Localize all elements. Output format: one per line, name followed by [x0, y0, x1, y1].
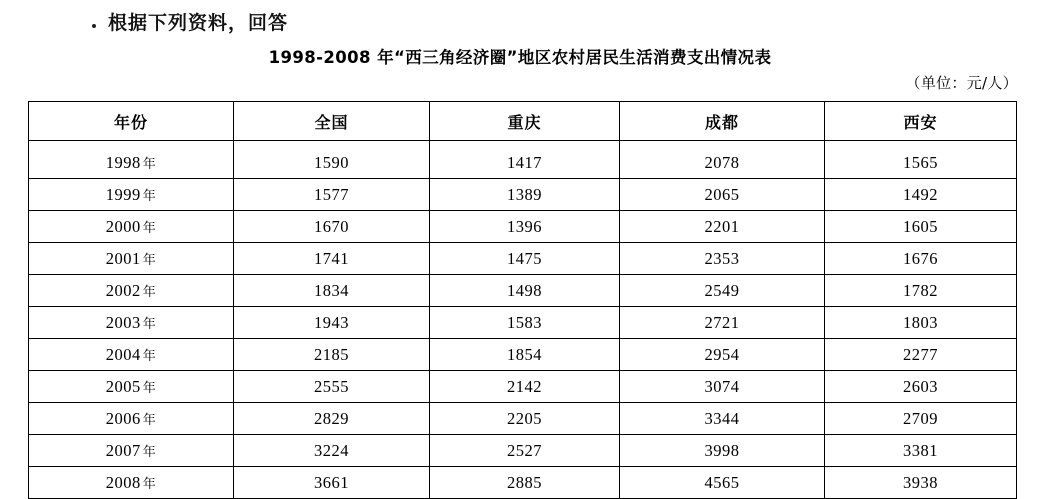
year-value: 1998: [105, 152, 141, 172]
question-prompt: 根据下列资料，回答: [108, 12, 289, 34]
cell-xian: 1565: [825, 141, 1017, 179]
table-row: [29, 243, 1017, 275]
cell-year: [29, 339, 234, 371]
year-suffix: 年: [142, 188, 157, 204]
cell-year: [29, 403, 234, 435]
cell-year: [29, 371, 234, 403]
year-suffix: 年: [142, 380, 157, 396]
cell-xian: 2603: [825, 371, 1017, 403]
table-row: [29, 275, 1017, 307]
cell-chongqing: 2142: [430, 371, 620, 403]
cell-xian: 3938: [825, 467, 1017, 499]
year-value: 2002: [105, 280, 141, 300]
cell-chongqing: 1475: [430, 243, 620, 275]
cell-national: 2555: [234, 371, 430, 403]
cell-xian: 1676: [825, 243, 1017, 275]
table-row: [29, 211, 1017, 243]
year-value: 2006: [105, 408, 141, 428]
table-row: [29, 141, 1017, 179]
cell-national: 1943: [234, 307, 430, 339]
year-suffix: 年: [142, 444, 157, 460]
cell-xian: 3381: [825, 435, 1017, 467]
year-value: 2008: [105, 472, 141, 492]
column-header-xian: 西安: [825, 102, 1017, 141]
cell-chongqing: 2205: [430, 403, 620, 435]
year-value: 2001: [105, 248, 141, 268]
year-value: 1999: [105, 184, 141, 204]
cell-chongqing: 1396: [430, 211, 620, 243]
consumption-expenditure-table: [28, 101, 1017, 499]
table-row: [29, 403, 1017, 435]
cell-chengdu: 2065: [620, 179, 825, 211]
table-row: [29, 339, 1017, 371]
year-value: 2004: [105, 344, 141, 364]
year-suffix: 年: [142, 316, 157, 332]
cell-national: 2829: [234, 403, 430, 435]
year-value: 2000: [105, 216, 141, 236]
cell-chengdu: 2078: [620, 141, 825, 179]
year-suffix: 年: [142, 156, 157, 172]
cell-year: [29, 275, 234, 307]
cell-xian: 1803: [825, 307, 1017, 339]
cell-chengdu: 2549: [620, 275, 825, 307]
column-header-year: 年份: [29, 102, 234, 141]
cell-chengdu: 4565: [620, 467, 825, 499]
cell-xian: 1605: [825, 211, 1017, 243]
table-row: [29, 435, 1017, 467]
cell-chengdu: 2201: [620, 211, 825, 243]
table-title: 1998-2008 年“西三角经济圈”地区农村居民生活消费支出情况表: [268, 48, 772, 67]
year-suffix: 年: [142, 348, 157, 364]
table-row: [29, 371, 1017, 403]
cell-chengdu: 3074: [620, 371, 825, 403]
cell-chengdu: 2721: [620, 307, 825, 339]
cell-chongqing: 1498: [430, 275, 620, 307]
year-suffix: 年: [142, 284, 157, 300]
cell-xian: 1782: [825, 275, 1017, 307]
cell-chengdu: 3998: [620, 435, 825, 467]
cell-national: 1670: [234, 211, 430, 243]
cell-xian: 2709: [825, 403, 1017, 435]
bullet-dot-icon: [92, 24, 96, 28]
year-value: 2003: [105, 312, 141, 332]
year-suffix: 年: [142, 412, 157, 428]
cell-chongqing: 2885: [430, 467, 620, 499]
cell-year: [29, 243, 234, 275]
cell-national: 2185: [234, 339, 430, 371]
cell-national: 1741: [234, 243, 430, 275]
cell-national: 1834: [234, 275, 430, 307]
table-body: [29, 141, 1017, 499]
column-header-chongqing: 重庆: [430, 102, 620, 141]
table-header: [29, 102, 1017, 141]
cell-chongqing: 1389: [430, 179, 620, 211]
cell-xian: 2277: [825, 339, 1017, 371]
cell-national: 3224: [234, 435, 430, 467]
year-suffix: 年: [142, 220, 157, 236]
cell-chengdu: 3344: [620, 403, 825, 435]
cell-xian: 1492: [825, 179, 1017, 211]
column-header-national: 全国: [234, 102, 430, 141]
cell-chengdu: 2353: [620, 243, 825, 275]
table-row: [29, 307, 1017, 339]
cell-national: 3661: [234, 467, 430, 499]
table-row: [29, 179, 1017, 211]
cell-year: [29, 435, 234, 467]
year-value: 2007: [105, 440, 141, 460]
cell-national: 1577: [234, 179, 430, 211]
year-suffix: 年: [142, 252, 157, 268]
cell-year: [29, 307, 234, 339]
cell-chongqing: 1854: [430, 339, 620, 371]
table-header-row: [29, 102, 1017, 141]
unit-note: （单位：元/人）: [905, 74, 1018, 92]
cell-national: 1590: [234, 141, 430, 179]
cell-year: [29, 179, 234, 211]
cell-chongqing: 2527: [430, 435, 620, 467]
cell-year: [29, 211, 234, 243]
cell-year: [29, 141, 234, 179]
cell-chongqing: 1417: [430, 141, 620, 179]
cell-chengdu: 2954: [620, 339, 825, 371]
column-header-chengdu: 成都: [620, 102, 825, 141]
cell-chongqing: 1583: [430, 307, 620, 339]
year-value: 2005: [105, 376, 141, 396]
year-suffix: 年: [142, 476, 157, 492]
